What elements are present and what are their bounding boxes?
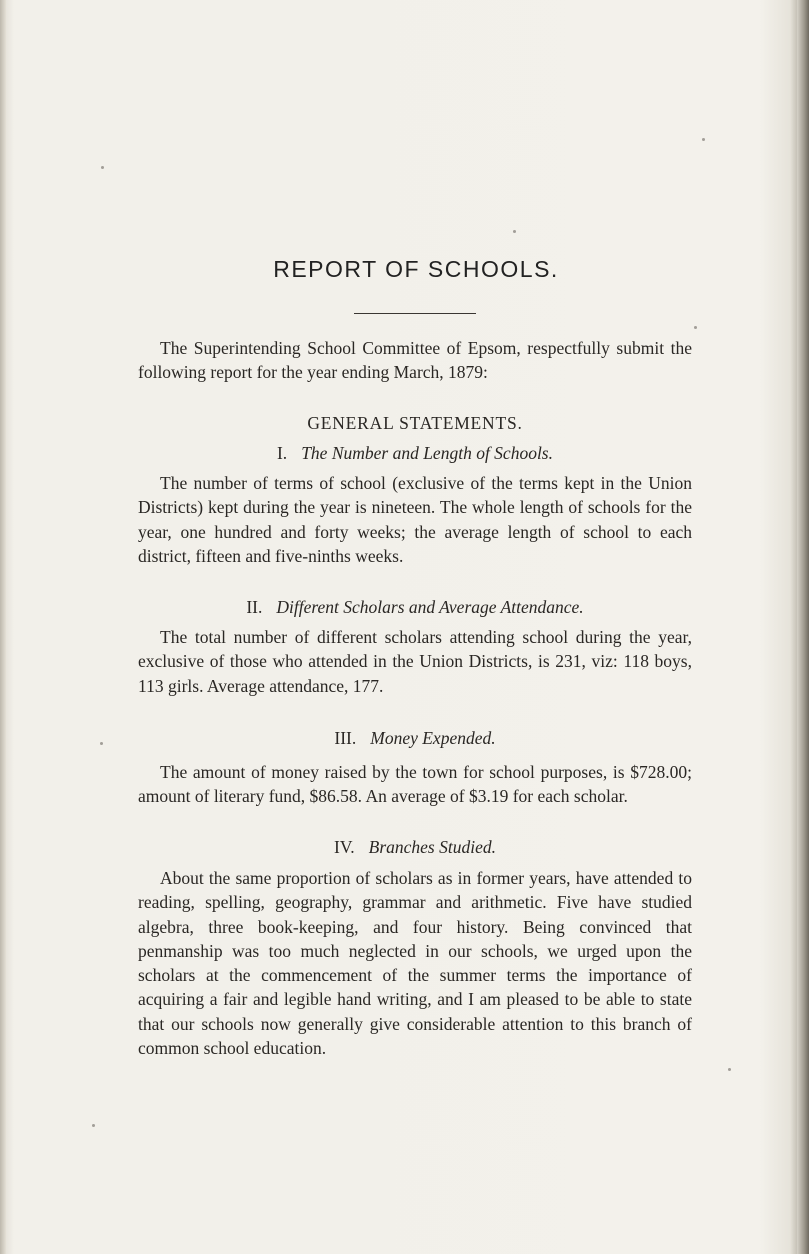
page-left-edge — [0, 0, 6, 1254]
section-body-4: About the same proportion of scholars as in former years, have attended to reading, spelling, geography, grammar and arithmetic. Five have studied algebra, three book-keeping, and four history. Being convinced that penmanship was too much neglected in our schools, we urged upon the scholars at the commencement of the summer terms the importance of acquiring a fair and legible hand writing, and I am pleased to be able to state that our schools now generally give considerable attention to this branch of common school education. — [138, 868, 692, 1059]
section-numeral: IV. — [334, 837, 355, 857]
section-body-2: The total number of different scholars attending school during the year, exclusive of those who attended in the Union Districts, is 231, viz: 118 boys, 113 girls. Average attendance, 177. — [138, 627, 692, 696]
paper-speck — [100, 742, 103, 745]
paper-speck — [92, 1124, 95, 1127]
page-title: REPORT OF SCHOOLS. — [273, 256, 559, 282]
section-title: Money Expended. — [370, 728, 496, 748]
section-numeral: I. — [276, 443, 288, 463]
section-title: Different Scholars and Average Attendance. — [276, 597, 584, 617]
paper-speck — [694, 326, 697, 329]
section-body-1: The number of terms of school (exclusive of the terms kept in the Union Districts) kept during the year is nineteen. The whole length of schools for the year, one hundred and forty weeks; the average length of school to each district, fifteen and five-ninths weeks. — [138, 473, 692, 566]
section-title: Branches Studied. — [368, 837, 496, 857]
paper-speck — [513, 230, 516, 233]
section-heading-2 — [138, 597, 692, 618]
paper-speck — [101, 166, 104, 169]
paper-speck — [702, 138, 705, 141]
section-heading-3 — [138, 728, 692, 749]
page-right-edge — [797, 0, 809, 1254]
section-numeral: III. — [334, 728, 357, 748]
title-rule — [354, 313, 476, 314]
section-title: The Number and Length of Schools. — [301, 443, 553, 463]
section-body-3: The amount of money raised by the town for school purposes, is $728.00; amount of literary fund, $86.58. An average of $3.19 for each scholar. — [138, 762, 692, 807]
section-heading-4 — [138, 837, 692, 858]
section-numeral: II. — [246, 597, 263, 617]
intro-paragraph: The Superintending School Committee of Epsom, respectfully submit the following report for the year ending March, 1879: — [138, 338, 692, 383]
general-statements-heading: GENERAL STATEMENTS. — [307, 413, 523, 433]
paper-speck — [728, 1068, 731, 1071]
section-heading-1 — [138, 443, 692, 464]
